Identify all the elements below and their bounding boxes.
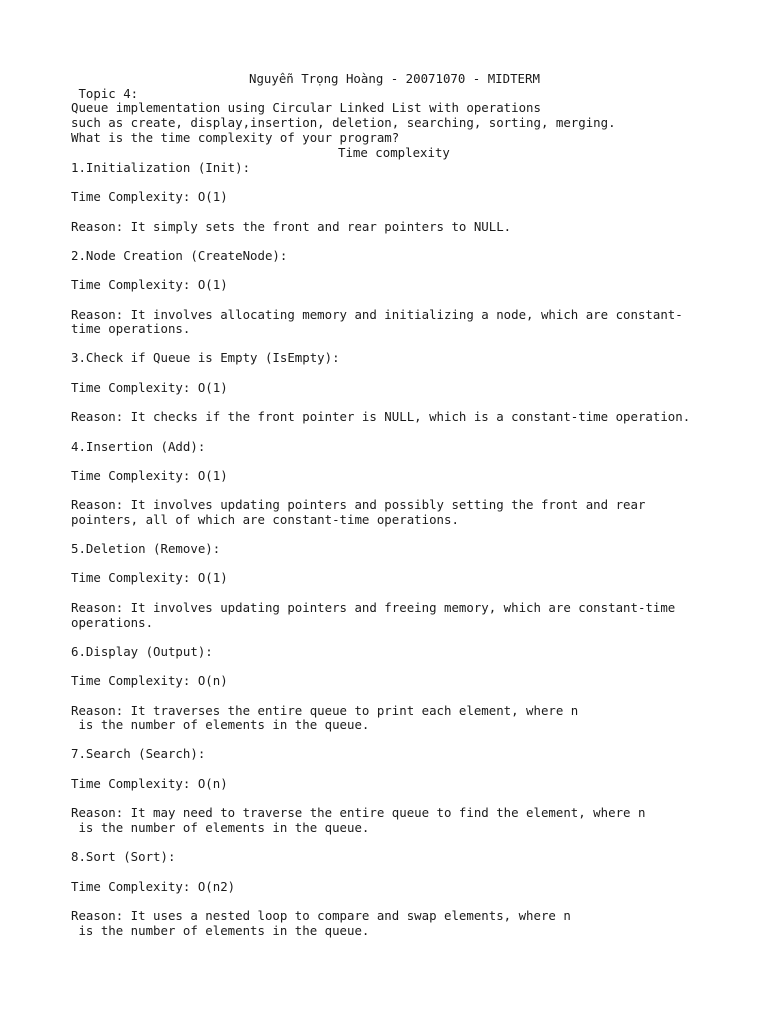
item-reason: Reason: It involves allocating memory and initializing a node, which are constant- [71, 307, 683, 322]
item-reason: Reason: It uses a nested loop to compare and swap elements, where n [71, 908, 571, 923]
item-reason: Reason: It may need to traverse the entire queue to find the element, where n [71, 805, 646, 820]
item-heading: 3.Check if Queue is Empty (IsEmpty): [71, 350, 340, 365]
item-heading: 5.Deletion (Remove): [71, 541, 221, 556]
item-reason: Reason: It checks if the front pointer is NULL, which is a constant-time operation. [71, 409, 691, 424]
question-line: such as create, display,insertion, deletion, searching, sorting, merging. [71, 115, 616, 130]
document-header: Nguyễn Trọng Hoàng - 20071070 - MIDTERM [249, 71, 540, 86]
question-line: Queue implementation using Circular Linked List with operations [71, 100, 541, 115]
item-reason: is the number of elements in the queue. [71, 923, 370, 938]
topic-label: Topic 4: [71, 86, 139, 101]
item-complexity: Time Complexity: O(1) [71, 570, 228, 585]
item-reason: is the number of elements in the queue. [71, 820, 370, 835]
item-reason: pointers, all of which are constant-time operations. [71, 512, 459, 527]
item-reason: Reason: It traverses the entire queue to print each element, where n [71, 703, 579, 718]
item-reason: Reason: It involves updating pointers and freeing memory, which are constant-time [71, 600, 676, 615]
item-reason: operations. [71, 615, 154, 630]
item-complexity: Time Complexity: O(n) [71, 776, 228, 791]
item-complexity: Time Complexity: O(1) [71, 189, 228, 204]
section-title: Time complexity [338, 145, 450, 160]
item-heading: 4.Insertion (Add): [71, 439, 206, 454]
item-reason: Reason: It involves updating pointers and possibly setting the front and rear [71, 497, 646, 512]
item-reason: is the number of elements in the queue. [71, 717, 370, 732]
item-reason: time operations. [71, 321, 191, 336]
item-complexity: Time Complexity: O(1) [71, 380, 228, 395]
item-complexity: Time Complexity: O(n2) [71, 879, 236, 894]
item-complexity: Time Complexity: O(1) [71, 277, 228, 292]
item-heading: 1.Initialization (Init): [71, 160, 251, 175]
item-complexity: Time Complexity: O(n) [71, 673, 228, 688]
item-reason: Reason: It simply sets the front and rear pointers to NULL. [71, 219, 512, 234]
item-heading: 7.Search (Search): [71, 746, 206, 761]
item-complexity: Time Complexity: O(1) [71, 468, 228, 483]
item-heading: 2.Node Creation (CreateNode): [71, 248, 288, 263]
question-line: What is the time complexity of your program? [71, 130, 400, 145]
item-heading: 6.Display (Output): [71, 644, 213, 659]
item-heading: 8.Sort (Sort): [71, 849, 176, 864]
